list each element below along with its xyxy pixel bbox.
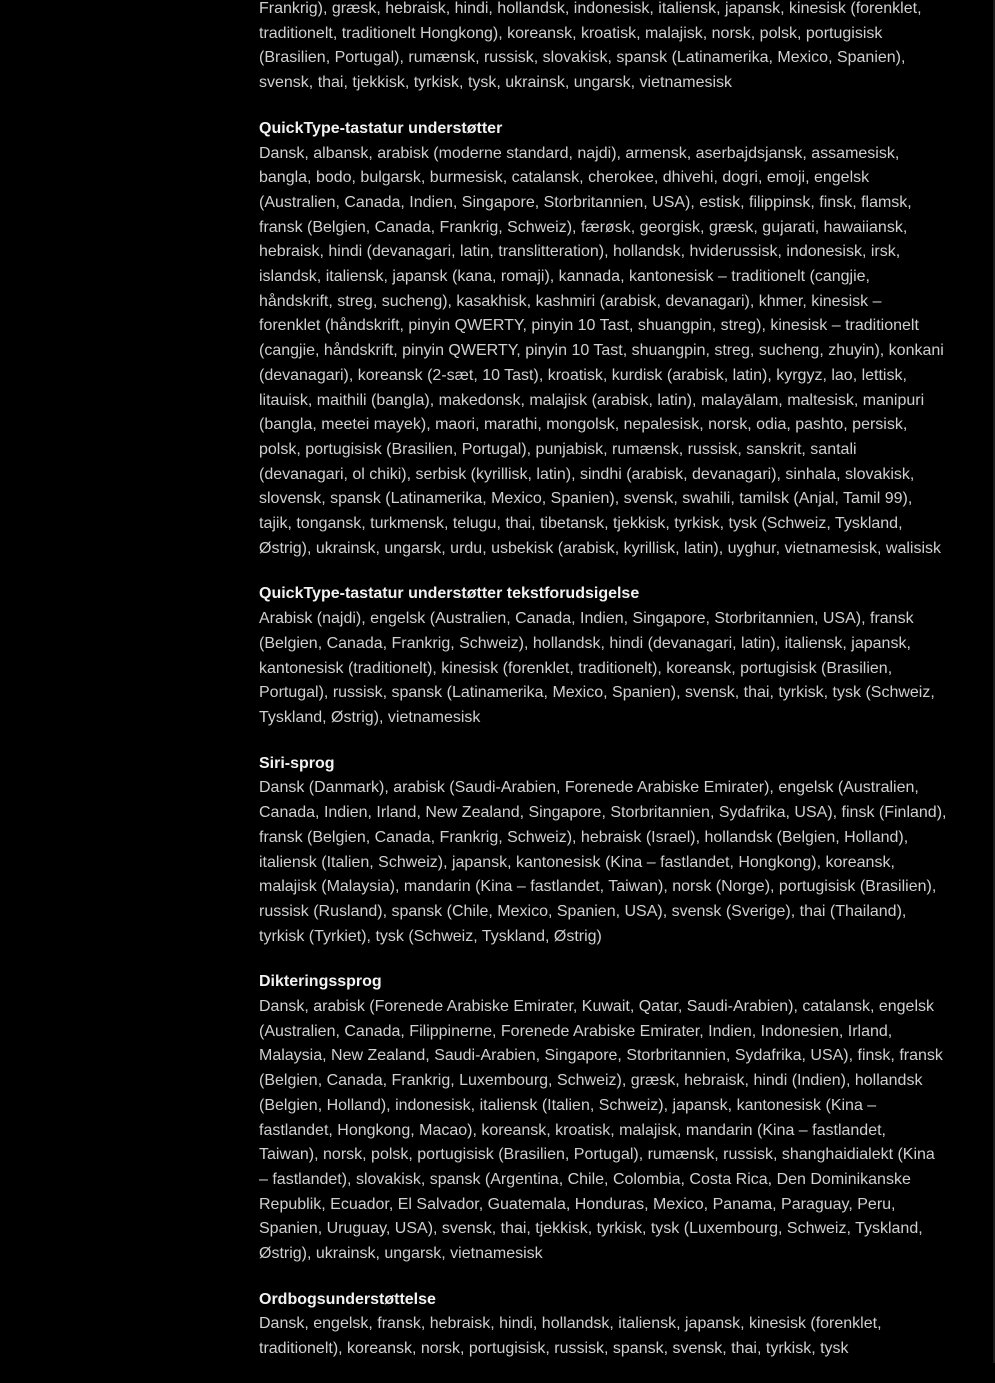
text-line: – fastlandet), slovakisk, spansk (Argentina, Chile, Colombia, Costa Rica, Den Dominikanske <box>259 1170 911 1188</box>
section-title: QuickType-tastatur understøtter <box>259 119 503 137</box>
text-line: bangla, bodo, bulgarsk, burmesisk, catalansk, cherokee, dhivehi, dogri, emoji, engelsk <box>259 169 870 187</box>
text-line: Dansk, engelsk, fransk, hebraisk, hindi, hollandsk, italiensk, japansk, kinesisk (forenklet, <box>259 1315 882 1333</box>
text-line: Frankrig), græsk, hebraisk, hindi, hollandsk, indonesisk, italiensk, japansk, kinesisk (forenklet, <box>259 0 922 17</box>
text-line: svensk, thai, tjekkisk, tyrkisk, tysk, ukrainsk, ungarsk, vietnamesisk <box>259 74 733 92</box>
text-line: (devanagari, ol chiki), serbisk (kyrillisk, latin), sindhi (arabisk, devanagari), sinhala, slovakisk, <box>259 465 915 483</box>
text-line: (Belgien, Holland), indonesisk, italiensk (Italien, Schweiz), japansk, kantonesisk (Kina – <box>259 1096 877 1114</box>
text-line: hebraisk, hindi (devanagari, latin, translitteration), hollandsk, hviderussisk, indonesisk, irsk, <box>259 243 901 261</box>
text-line: fransk (Belgien, Canada, Frankrig, Schweiz), hebraisk (Israel), hollandsk (Belgien, Holland), <box>259 828 909 846</box>
section-body <box>259 776 977 949</box>
language-support-document <box>259 0 977 1383</box>
text-line: slovensk, spansk (Latinamerika, Mexico, Spanien), svensk, swahili, tamilsk (Anjal, Tamil 99), <box>259 490 913 508</box>
text-line: Østrig), ukrainsk, ungarsk, urdu, usbekisk (arabisk, kyrillisk, latin), uyghur, vietnamesisk, walisisk <box>259 539 941 557</box>
text-line: kantonesisk (traditionelt), kinesisk (forenklet, traditionelt), koreansk, portugisisk (Brasilien, <box>259 659 893 677</box>
section-quicktype-prediction <box>259 582 977 730</box>
text-line: traditionelt, traditionelt Hongkong), koreansk, kroatisk, malajisk, norsk, polsk, portugisisk <box>259 24 883 42</box>
text-line: (bangla, meetei mayek), maori, marathi, mongolsk, nepalesisk, norsk, odia, pashto, persisk, <box>259 416 908 434</box>
text-line: fastlandet, Hongkong, Macao), koreansk, kroatisk, malajisk, mandarin (Kina – fastlandet, <box>259 1121 886 1139</box>
text-line: (Australien, Canada, Filippinerne, Forenede Arabiske Emirater, Indien, Indonesien, Irland, <box>259 1022 893 1040</box>
text-line: Taiwan), norsk, polsk, portugisisk (Brasilien, Portugal), rumænsk, russisk, shanghaidialekt (Kina <box>259 1146 935 1164</box>
text-line: Dansk, arabisk (Forenede Arabiske Emirater, Kuwait, Qatar, Saudi-Arabien), catalansk, engelsk <box>259 998 934 1016</box>
text-line: malajisk (Malaysia), mandarin (Kina – fastlandet, Taiwan), norsk (Norge), portugisisk (Brasilien), <box>259 878 937 896</box>
text-line: Tyskland, Østrig), vietnamesisk <box>259 708 481 726</box>
text-line: Portugal), russisk, spansk (Latinamerika, Mexico, Spanien), svensk, thai, tyrkisk, tysk (Schweiz, <box>259 684 935 702</box>
text-line: tyrkisk (Tyrkiet), tysk (Schweiz, Tyskland, Østrig) <box>259 927 602 945</box>
text-line: håndskrift, streg, sucheng), kasakhisk, kashmiri (arabisk, devanagari), khmer, kinesisk – <box>259 292 882 310</box>
text-line: (Belgien, Canada, Frankrig, Luxembourg, Schweiz), græsk, hebraisk, hindi (Indien), hollandsk <box>259 1072 923 1090</box>
text-line: (cangjie, håndskrift, pinyin QWERTY, pinyin 10 Tast, shuangpin, streg, sucheng, zhuyin), konkani <box>259 342 944 360</box>
section-body <box>259 0 977 96</box>
text-line: islandsk, italiensk, japansk (kana, romaji), kannada, kantonesisk – traditionelt (cangjie, <box>259 268 870 286</box>
text-line: polsk, portugisisk (Brasilien, Portugal), punjabisk, rumænsk, russisk, sanskrit, santali <box>259 440 857 458</box>
section-body <box>259 995 977 1267</box>
text-line: Malaysia, New Zealand, Saudi-Arabien, Singapore, Storbritannien, Sydafrika, USA), finsk, fransk <box>259 1047 943 1065</box>
text-line: tajik, tongansk, turkmensk, telugu, thai, tibetansk, tjekkisk, tyrkisk, tysk (Schweiz, Tyskland, <box>259 515 903 533</box>
text-line: Republik, Ecuador, El Salvador, Guatemala, Honduras, Mexico, Panama, Paraguay, Peru, <box>259 1195 896 1213</box>
section-body <box>259 607 977 731</box>
text-line: (Australien, Canada, Indien, Singapore, Storbritannien, USA), estisk, filippinsk, finsk, flamsk, <box>259 193 912 211</box>
section-dictation-languages <box>259 970 977 1266</box>
section-quicktype-keyboard <box>259 117 977 562</box>
text-line: forenklet (håndskrift, pinyin QWERTY, pinyin 10 Tast, shuangpin, streg), kinesisk – traditionelt <box>259 317 919 335</box>
section-title: Siri-sprog <box>259 754 335 772</box>
section-title: QuickType-tastatur understøtter tekstforudsigelse <box>259 585 640 603</box>
text-line: italiensk (Italien, Schweiz), japansk, kantonesisk (Kina – fastlandet, Hongkong), koreansk, <box>259 853 895 871</box>
text-line: Spanien, Uruguay, USA), svensk, thai, tjekkisk, tyrkisk, tysk (Luxembourg, Schweiz, Tyskland, <box>259 1220 923 1238</box>
text-line: russisk (Rusland), spansk (Chile, Mexico, Spanien, USA), svensk (Sverige), thai (Thailand), <box>259 902 907 920</box>
text-line: Østrig), ukrainsk, ungarsk, vietnamesisk <box>259 1245 543 1263</box>
text-line: fransk (Belgien, Canada, Frankrig, Schweiz), færøsk, georgisk, græsk, gujarati, hawaiiansk, <box>259 218 908 236</box>
text-line: traditionelt), koreansk, norsk, portugisisk, russisk, spansk, svensk, thai, tyrkisk, tysk <box>259 1340 849 1358</box>
section-title: Ordbogsunderstøttelse <box>259 1290 436 1308</box>
section-title: Dikteringssprog <box>259 973 382 991</box>
text-line: (Brasilien, Portugal), rumænsk, russisk, slovakisk, spansk (Latinamerika, Mexico, Spanien), <box>259 49 906 67</box>
text-line: Canada, Indien, Irland, New Zealand, Singapore, Storbritannien, Sydafrika, USA), finsk (Finland), <box>259 804 947 822</box>
section-siri-languages <box>259 752 977 950</box>
section-dictionary-support <box>259 1288 977 1362</box>
section-body <box>259 1312 977 1361</box>
text-line: (devanagari), koreansk (2-sæt, 10 Tast), kroatisk, kurdisk (arabisk, latin), kyrgyz, lao, lettisk, <box>259 366 907 384</box>
text-line: Dansk (Danmark), arabisk (Saudi-Arabien, Forenede Arabiske Emirater), engelsk (Australien, <box>259 779 919 797</box>
section-body <box>259 142 977 562</box>
section-keyboard-languages-continued <box>259 0 977 96</box>
text-line: litauisk, maithili (bangla), makedonsk, malajisk (arabisk, latin), malayālam, maltesisk, manipuri <box>259 391 925 409</box>
text-line: (Belgien, Canada, Frankrig, Schweiz), hollandsk, hindi (devanagari, latin), italiensk, japansk, <box>259 634 911 652</box>
text-line: Dansk, albansk, arabisk (moderne standard, najdi), armensk, aserbajdsjansk, assamesisk, <box>259 144 900 162</box>
text-line: Arabisk (najdi), engelsk (Australien, Canada, Indien, Singapore, Storbritannien, USA), fransk <box>259 610 914 628</box>
